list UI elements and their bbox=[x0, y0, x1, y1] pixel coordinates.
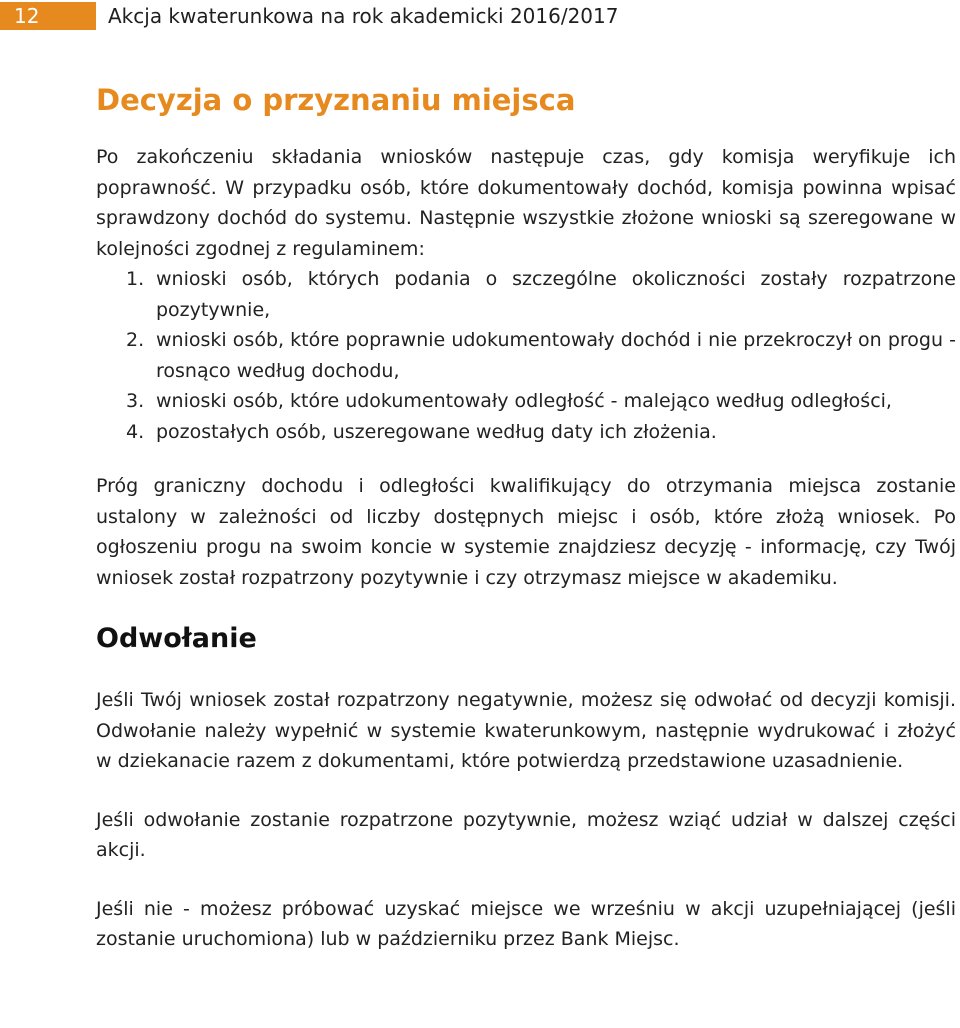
section-heading-decision: Decyzja o przyznaniu miejsca bbox=[96, 83, 576, 117]
list-item bbox=[94, 264, 956, 325]
intro-paragraph: Po zakończeniu składania wniosków następuje czas, gdy komisja weryfikuje ich poprawność. W przypadku osób, które dokumentowały dochód, komisja powinna wpisać sprawdzony dochód do systemu. Następnie wszystkie złożone wnioski są szeregowane w kolejności zgodnej z regulaminem: bbox=[96, 146, 956, 260]
list-item-number: 4. bbox=[126, 420, 145, 443]
page-content bbox=[96, 78, 956, 955]
list-item-text: wnioski osób, które udokumentowały odległość - malejąco według odległości, bbox=[156, 390, 892, 412]
header-title: Akcja kwaterunkowa na rok akademicki 2016/2017 bbox=[108, 4, 619, 28]
list-item-number: 2. bbox=[126, 329, 145, 351]
list-item-text: wnioski osób, których podania o szczególne okoliczności zostały rozpatrzone pozytywnie, bbox=[156, 268, 956, 321]
appeal-paragraph-3: Jeśli nie - możesz próbować uzyskać miejsce we wrześniu w akcji uzupełniającej (jeśli zostanie uruchomiona) lub w październiku przez Bank Miejsc. bbox=[96, 897, 956, 950]
appeal-paragraph-1: Jeśli Twój wniosek został rozpatrzony negatywnie, możesz się odwołać od decyzji komisji. Odwołanie należy wypełnić w systemie kwaterunkowym, następnie wydrukować i złożyć w dziekanacie razem z dokumentami, które potwierdzą przedstawione uzasadnienie. bbox=[96, 689, 956, 772]
list-item-text: pozostałych osób, uszeregowane według daty ich złożenia. bbox=[156, 420, 717, 443]
ranking-list bbox=[96, 264, 956, 447]
page-number: 12 bbox=[0, 2, 96, 30]
list-item-number: 3. bbox=[126, 390, 145, 412]
threshold-paragraph: Próg graniczny dochodu i odległości kwalifikujący do otrzymania miejsca zostanie ustalony w zależności od liczby dostępnych miejsc i osób, które złożą wniosek. Po ogłoszeniu progu na swoim koncie w systemie znajdziesz decyzję - informację, czy Twój wniosek został rozpatrzony pozytywnie i czy otrzymasz miejsce w akademiku. bbox=[96, 475, 956, 589]
section-heading-appeal: Odwołanie bbox=[96, 623, 257, 654]
list-item-text: wnioski osób, które poprawnie udokumentowały dochód i nie przekroczył on progu - rosnąco według dochodu, bbox=[156, 329, 956, 382]
list-item bbox=[94, 325, 956, 386]
page-header bbox=[0, 0, 960, 30]
list-item bbox=[94, 386, 956, 417]
list-item-number: 1. bbox=[126, 268, 145, 290]
appeal-paragraph-2: Jeśli odwołanie zostanie rozpatrzone pozytywnie, możesz wziąć udział w dalszej części akcji. bbox=[96, 808, 956, 861]
list-item bbox=[94, 417, 956, 448]
